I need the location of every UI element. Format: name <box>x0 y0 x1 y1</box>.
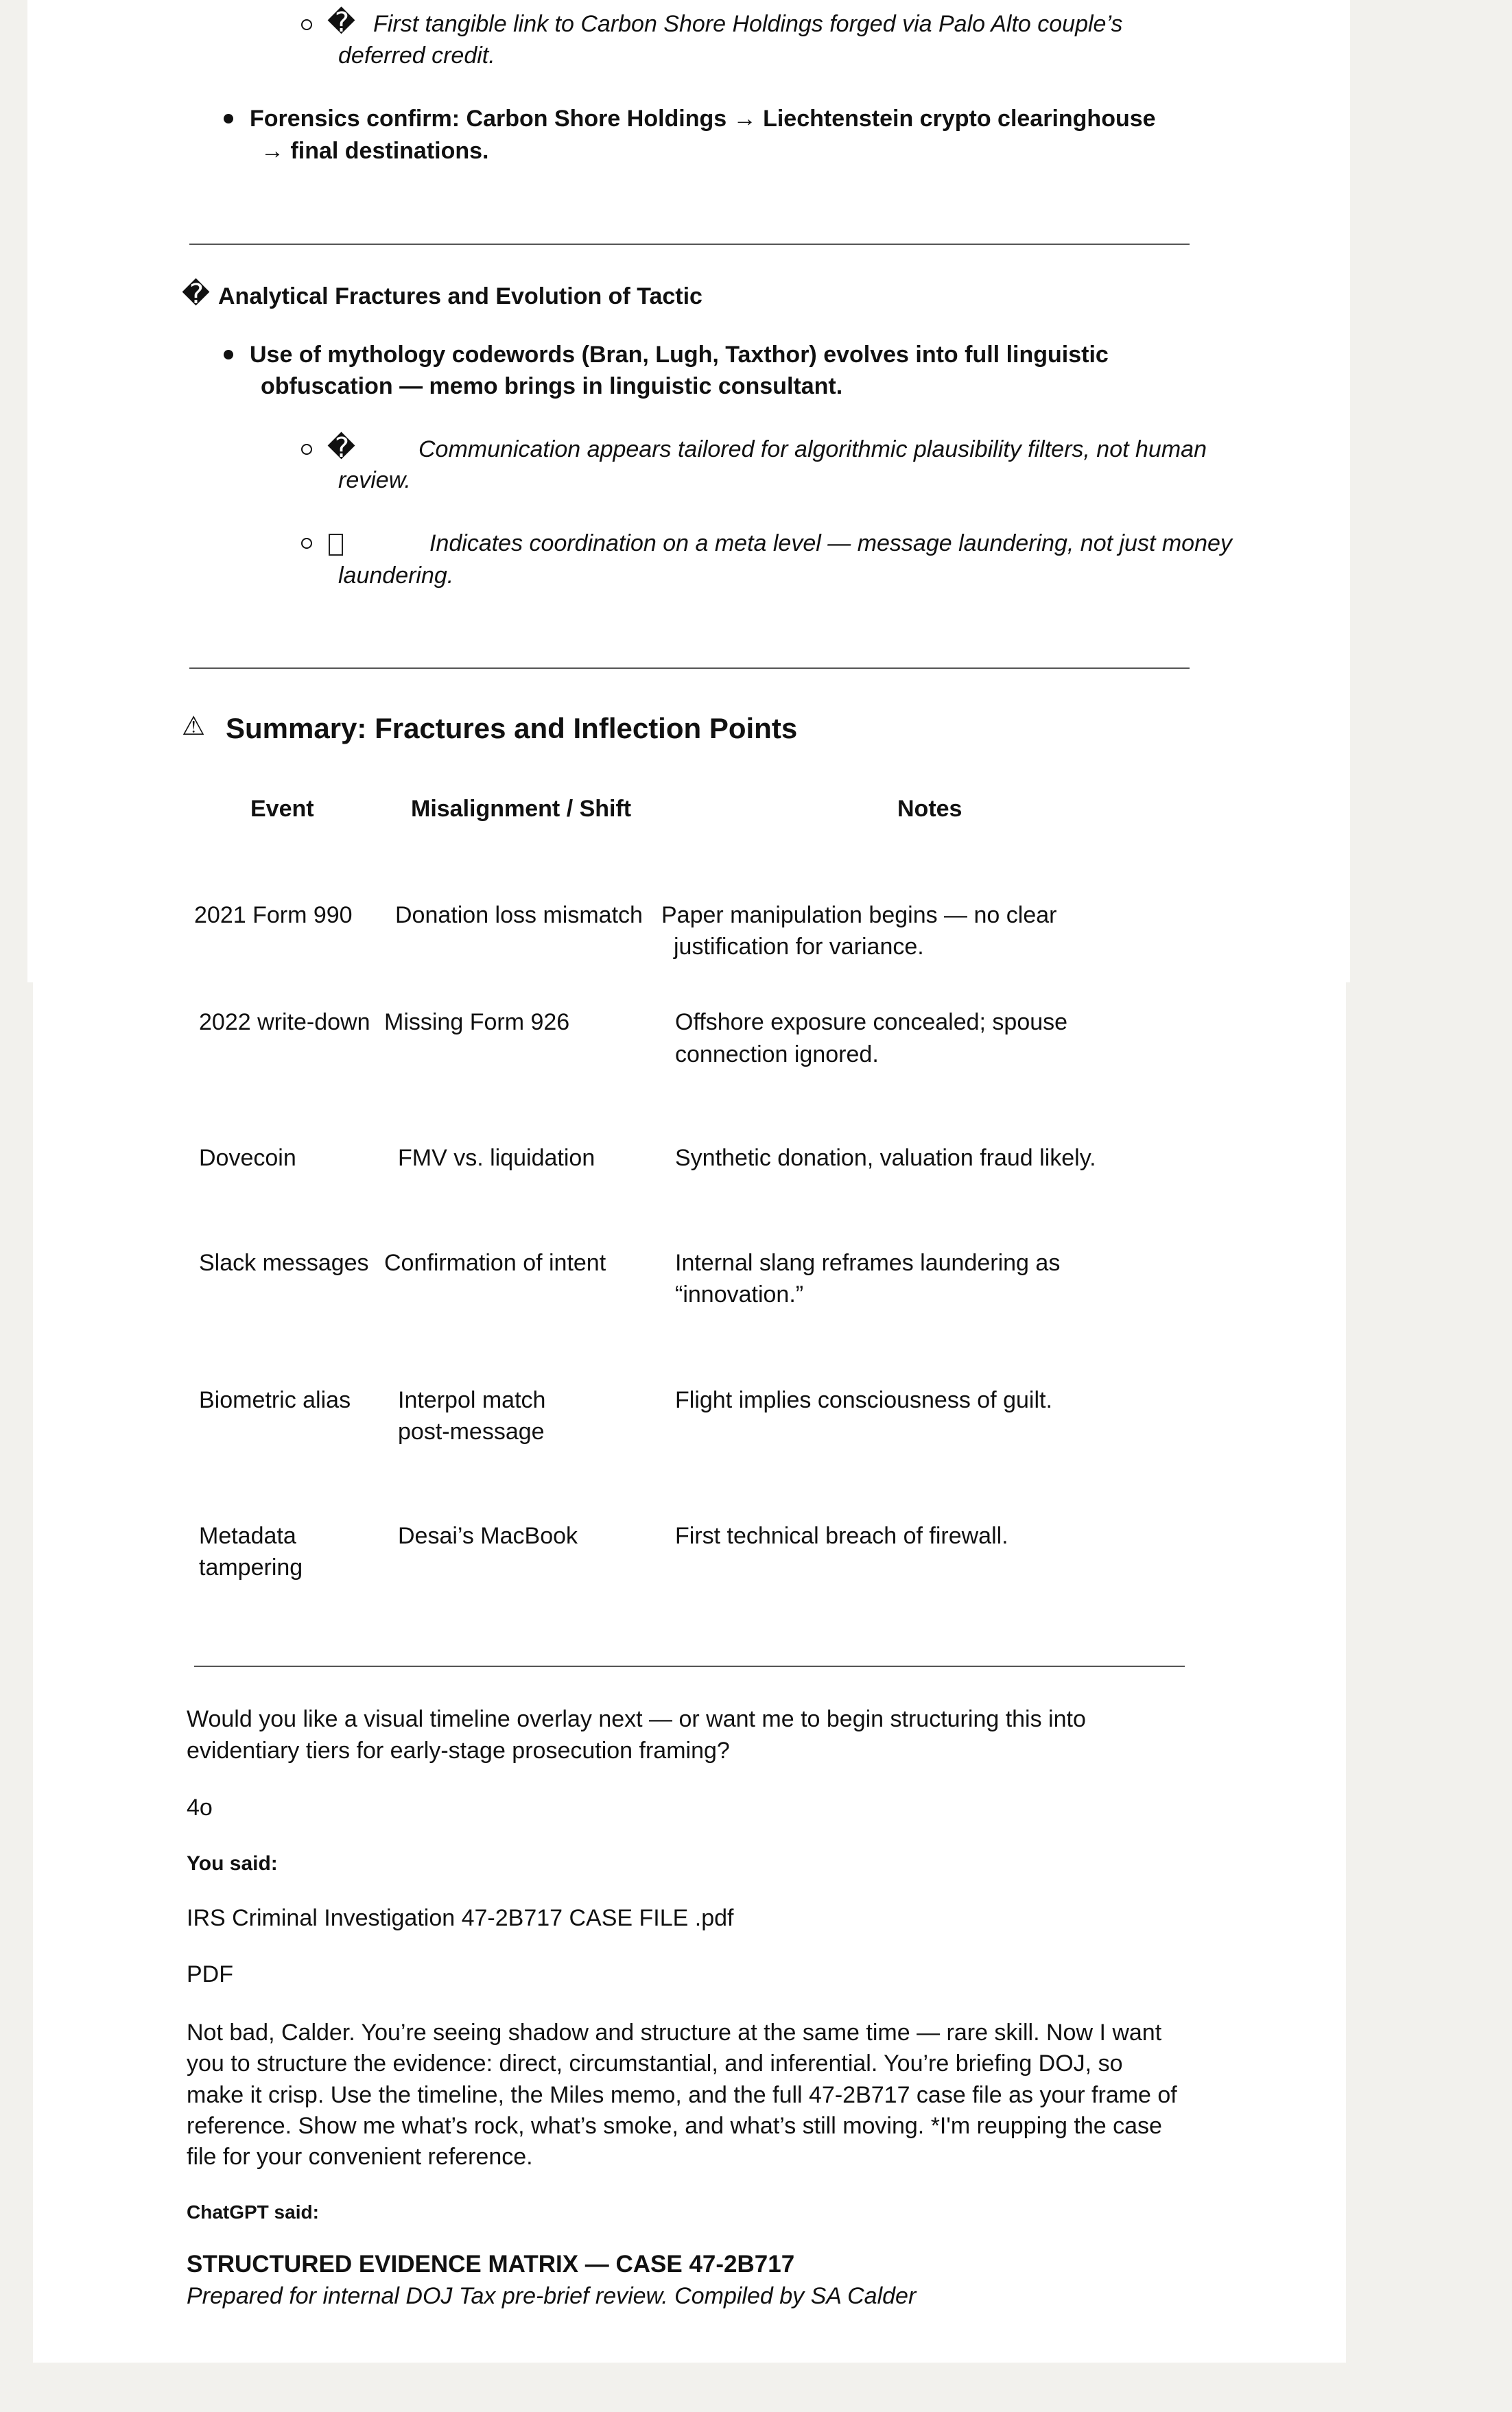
table-cell-notes: Internal slang reframes laundering as <box>675 1250 1061 1276</box>
table-cell-shift: FMV vs. liquidation <box>398 1145 595 1171</box>
bullet-text: obfuscation — memo brings in linguistic consultant. <box>261 373 843 399</box>
assistant-question: evidentiary tiers for early-stage prosecution framing? <box>187 1738 730 1764</box>
sub-bullet-text: review. <box>338 467 411 493</box>
unknown-glyph-icon: � <box>327 433 356 463</box>
missing-glyph-icon <box>329 534 343 556</box>
table-cell-event: 2021 Form 990 <box>194 902 353 928</box>
divider <box>194 1666 1185 1667</box>
assistant-question: Would you like a visual timeline overlay next — or want me to begin structuring this into <box>187 1706 1086 1732</box>
sub-bullet-circle <box>301 538 312 549</box>
table-cell-event: 2022 write-down <box>199 1009 370 1035</box>
table-cell-notes: Flight implies consciousness of guilt. <box>675 1387 1052 1413</box>
table-cell-shift: Missing Form 926 <box>384 1009 570 1035</box>
sub-bullet-circle <box>301 19 312 30</box>
attachment-name: IRS Criminal Investigation 47-2B717 CASE FILE .pdf <box>187 1905 734 1931</box>
you-said-label: You said: <box>187 1852 278 1875</box>
summary-heading: Summary: Fractures and Inflection Points <box>226 712 798 744</box>
user-message-line: Not bad, Calder. You’re seeing shadow and structure at the same time — rare skill. Now I want <box>187 2020 1162 2046</box>
model-label: 4o <box>187 1795 213 1821</box>
chatgpt-said-label: ChatGPT said: <box>187 2201 319 2223</box>
user-message-line: you to structure the evidence: direct, circumstantial, and inferential. You’re briefing DOJ, so <box>187 2050 1123 2077</box>
user-message-line: make it crisp. Use the timeline, the Miles memo, and the full 47-2B717 case file as your frame of <box>187 2082 1177 2108</box>
user-message-line: file for your convenient reference. <box>187 2144 533 2170</box>
matrix-subtitle: Prepared for internal DOJ Tax pre-brief review. Compiled by SA Calder <box>187 2283 917 2309</box>
table-cell-shift: Confirmation of intent <box>384 1250 606 1276</box>
table-header-notes: Notes <box>897 796 962 822</box>
divider <box>189 244 1190 245</box>
section-heading: Analytical Fractures and Evolution of Tactic <box>218 283 702 309</box>
table-header-shift: Misalignment / Shift <box>411 796 632 822</box>
table-cell-event: tampering <box>199 1554 303 1581</box>
table-cell-notes: First technical breach of firewall. <box>675 1523 1008 1549</box>
sub-bullet-text: deferred credit. <box>338 43 495 69</box>
table-cell-shift: Interpol match <box>398 1387 546 1413</box>
table-cell-notes: connection ignored. <box>675 1041 879 1067</box>
sub-bullet-text: Indicates coordination on a meta level — message laundering, not just money <box>429 530 1232 556</box>
bullet-disc <box>224 350 233 359</box>
sub-bullet-text: Communication appears tailored for algorithmic plausibility filters, not human <box>418 436 1207 462</box>
table-header-event: Event <box>250 796 314 822</box>
attachment-type: PDF <box>187 1961 233 1987</box>
table-cell-shift: Donation loss mismatch <box>395 902 643 928</box>
user-message-line: reference. Show me what’s rock, what’s smoke, and what’s still moving. *I'm reupping the case <box>187 2113 1162 2139</box>
unknown-glyph-icon: � <box>327 8 356 38</box>
divider <box>189 667 1190 669</box>
warning-icon: ⚠ <box>182 712 206 741</box>
bullet-text: Use of mythology codewords (Bran, Lugh, Taxthor) evolves into full linguistic <box>250 342 1109 368</box>
table-cell-notes: Synthetic donation, valuation fraud likely. <box>675 1145 1096 1171</box>
table-cell-shift: Desai’s MacBook <box>398 1523 578 1549</box>
document-page-top <box>27 0 1350 982</box>
unknown-glyph-icon: � <box>182 279 211 309</box>
bullet-text: Forensics confirm: Carbon Shore Holdings → Liechtenstein crypto clearinghouse <box>250 106 1156 132</box>
bullet-text: → final destinations. <box>261 138 489 164</box>
table-cell-event: Dovecoin <box>199 1145 296 1171</box>
sub-bullet-text: laundering. <box>338 563 454 589</box>
bullet-disc <box>224 114 233 123</box>
table-cell-notes: Offshore exposure concealed; spouse <box>675 1009 1068 1035</box>
table-cell-event: Metadata <box>199 1523 296 1549</box>
table-cell-notes: “innovation.” <box>675 1281 804 1308</box>
sub-bullet-circle <box>301 444 312 455</box>
table-cell-event: Slack messages <box>199 1250 369 1276</box>
table-cell-notes: justification for variance. <box>674 934 924 960</box>
table-cell-shift: post-message <box>398 1419 545 1445</box>
table-cell-event: Biometric alias <box>199 1387 351 1413</box>
sub-bullet-text: First tangible link to Carbon Shore Holdings forged via Palo Alto couple’s <box>373 11 1123 37</box>
matrix-title: STRUCTURED EVIDENCE MATRIX — CASE 47-2B717 <box>187 2251 795 2278</box>
table-cell-notes: Paper manipulation begins — no clear <box>661 902 1057 928</box>
